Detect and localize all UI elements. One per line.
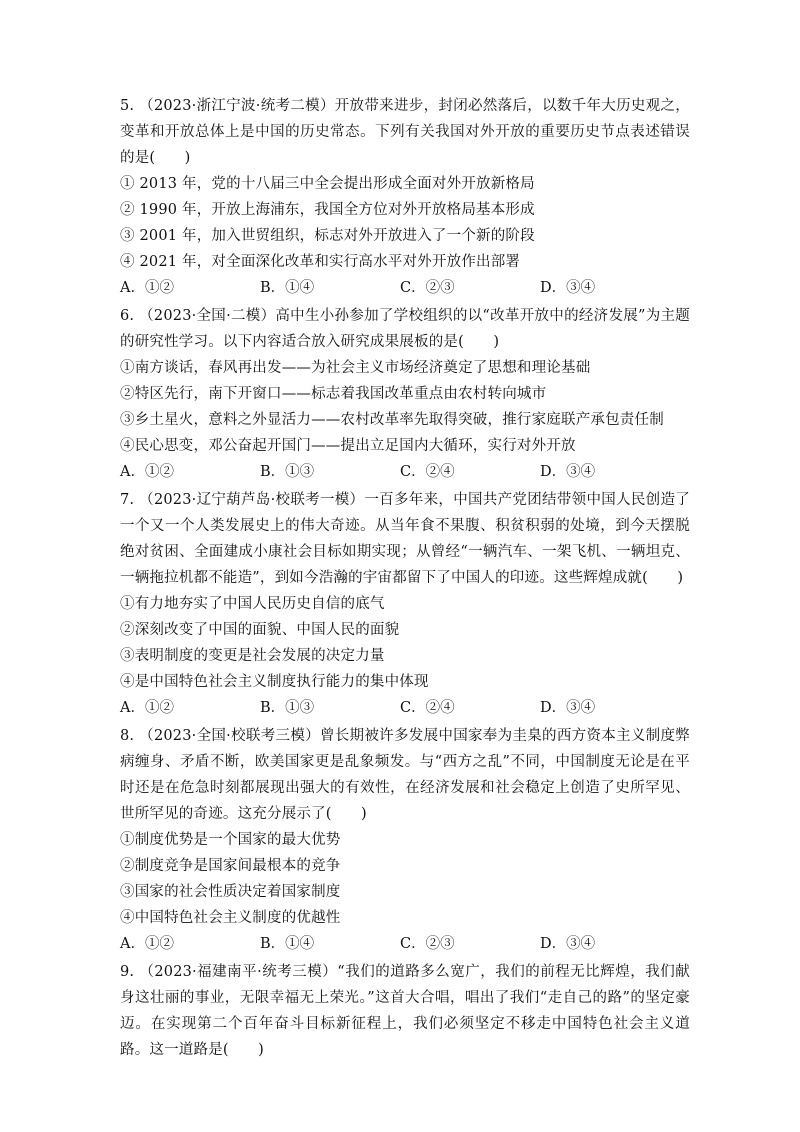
choice-d[interactable]: D．③④: [540, 936, 596, 952]
question-stem: 9. （2023·福建南平·统考三模）“我们的道路多么宽广，我们的前程无比辉煌，我们献身这壮丽的事业，无限幸福无上荣光。”这首大合唱，唱出了我们“走自己的路”的坚定豪迈。在实现第二个百年奋斗目标新征程上，我们必须坚定不移走中国特色社会主义道路。这一道路是( ): [120, 964, 690, 1058]
choice-a[interactable]: A．①②: [120, 280, 174, 296]
answer-choices: [120, 931, 690, 957]
statement-2: ②制度竞争是国家间最根本的竞争: [120, 858, 341, 874]
statement-3: ③国家的社会性质决定着国家制度: [120, 884, 341, 900]
statement-1: ① 2013 年，党的十八届三中全会提出形成全面对外开放新格局: [120, 176, 535, 192]
answer-choices: [120, 459, 690, 485]
question-stem: 7. （2023·辽宁葫芦岛·校联考一模）一百多年来，中国共产党团结带领中国人民创造了一个又一个人类发展史上的伟大奇迹。从当年食不果腹、积贫积弱的处境，到今天摆脱绝对贫困、全面建成小康社会目标如期实现；从曾经“一辆汽车、一架飞机、一辆坦克、一辆拖拉机都不能造”，到如今浩瀚的宇宙都留下了中国人的印迹。这些辉煌成就( ): [120, 492, 690, 586]
statement-2: ②深刻改变了中国的面貌、中国人民的面貌: [120, 622, 400, 638]
question-stem: 8. （2023·全国·校联考三模）曾长期被许多发展中国家奉为圭臬的西方资本主义制度弊病缠身、矛盾不断，欧美国家更是乱象频发。与“西方之乱”不同，中国制度无论是在平时还是在危急时刻都展现出强大的有效性，在经济发展和社会稳定上创造了史所罕见、世所罕见的奇迹。这充分展示了( ): [120, 728, 690, 822]
choice-c[interactable]: C．②④: [400, 464, 455, 480]
choice-d[interactable]: D．③④: [540, 464, 596, 480]
choice-d[interactable]: D．③④: [540, 700, 596, 716]
statement-1: ①有力地夯实了中国人民历史自信的底气: [120, 596, 385, 612]
answer-choices: [120, 695, 690, 721]
choice-c[interactable]: C．②③: [400, 280, 455, 296]
choice-a[interactable]: A．①②: [120, 700, 174, 716]
question-stem: 5. （2023·浙江宁波·统考二模）开放带来进步，封闭必然落后，以数千年大历史观之，变革和开放总体上是中国的历史常态。下列有关我国对外开放的重要历史节点表述错误的是( ): [120, 98, 690, 166]
statement-4: ④中国特色社会主义制度的优越性: [120, 910, 341, 926]
statement-2: ②特区先行，南下开窗口——标志着我国改革重点由农村转向城市: [120, 386, 547, 402]
choice-b[interactable]: B．①④: [260, 936, 315, 952]
question-5: [120, 93, 690, 301]
choice-a[interactable]: A．①②: [120, 464, 174, 480]
question-9: [120, 959, 690, 1063]
statement-4: ④ 2021 年，对全面深化改革和实行高水平对外开放作出部署: [120, 254, 521, 270]
statement-3: ③表明制度的变更是社会发展的决定力量: [120, 648, 385, 664]
statement-3: ③乡土星火，意料之外显活力——农村改革率先取得突破，推行家庭联产承包责任制: [120, 412, 664, 428]
question-6: [120, 303, 690, 485]
statement-2: ② 1990 年，开放上海浦东，我国全方位对外开放格局基本形成: [120, 202, 535, 218]
answer-choices: [120, 275, 690, 301]
statement-4: ④是中国特色社会主义制度执行能力的集中体现: [120, 674, 429, 690]
choice-d[interactable]: D．③④: [540, 280, 596, 296]
choice-c[interactable]: C．②③: [400, 936, 455, 952]
question-8: [120, 723, 690, 957]
statement-1: ①南方谈话，春风再出发——为社会主义市场经济奠定了思想和理论基础: [120, 360, 591, 376]
choice-b[interactable]: B．①④: [260, 280, 315, 296]
question-stem: 6. （2023·全国·二模）高中生小孙参加了学校组织的以“改革开放中的经济发展”为主题的研究性学习。以下内容适合放入研究成果展板的是( ): [120, 308, 690, 350]
choice-b[interactable]: B．①③: [260, 700, 315, 716]
choice-a[interactable]: A．①②: [120, 936, 174, 952]
question-7: [120, 487, 690, 721]
choice-c[interactable]: C．②④: [400, 700, 455, 716]
choice-b[interactable]: B．①③: [260, 464, 315, 480]
statement-1: ①制度优势是一个国家的最大优势: [120, 832, 341, 848]
statement-4: ④民心思变，邓公奋起开国门——提出立足国内大循环，实行对外开放: [120, 438, 576, 454]
statement-3: ③ 2001 年，加入世贸组织，标志对外开放进入了一个新的阶段: [120, 228, 535, 244]
